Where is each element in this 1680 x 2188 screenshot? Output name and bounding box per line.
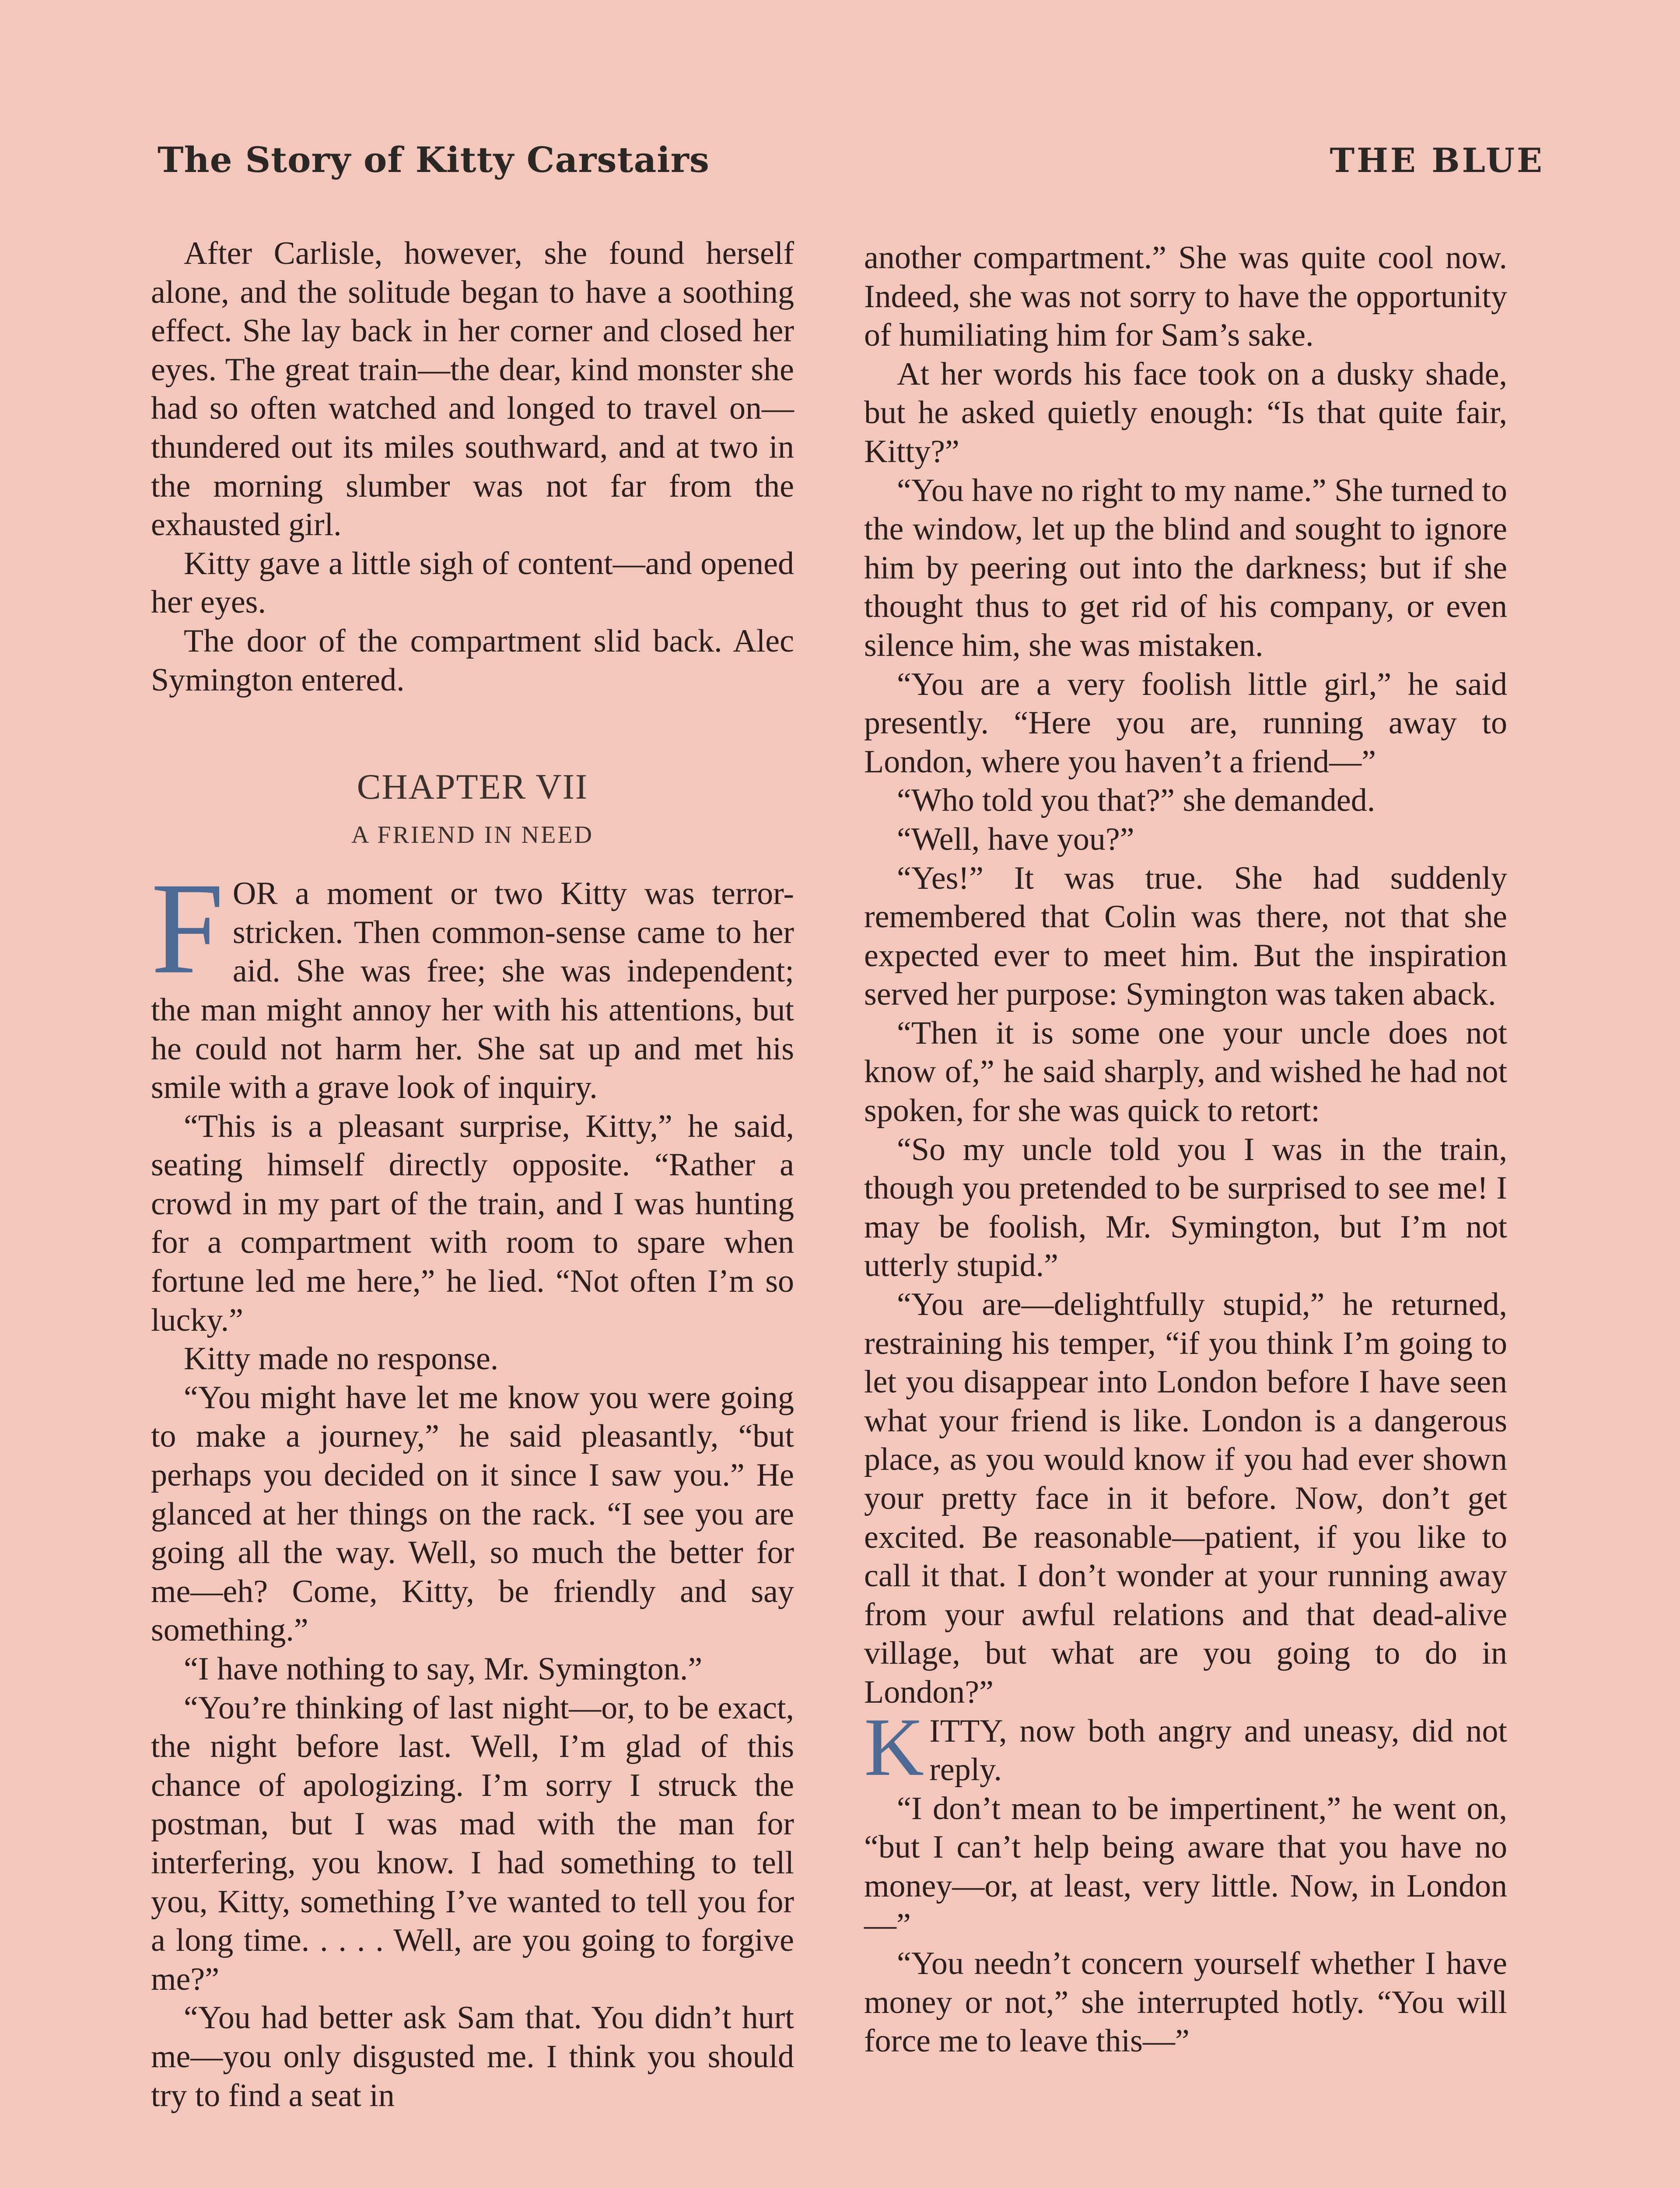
- running-head-magazine: THE BLUE: [1330, 141, 1544, 180]
- paragraph: “You have no right to my name.” She turned to the window, let up the blind and sought to ignore him by peering out into the darkness; but if she thought thus to get rid of his company, or even silence him, she was mistaken.: [864, 472, 1507, 663]
- left-column: [151, 234, 794, 2115]
- paragraph: “Well, have you?”: [897, 821, 1134, 857]
- paragraph: Kitty made no response.: [184, 1341, 499, 1377]
- chapter-heading: [151, 761, 794, 857]
- paragraph: The door of the compartment slid back. Alec Symington entered.: [151, 623, 794, 698]
- paragraph: “You are a very foolish little girl,” he said presently. “Here you are, running away to London, where you haven’t a friend—”: [864, 666, 1507, 780]
- paragraph: “You’re thinking of last night—or, to be exact, the night before last. Well, I’m glad of this chance of apologizing. I’m sorry I struck the postman, but I was mad with the man for interfering, you know. I had something to tell you, Kitty, something I’ve wanted to tell you for a long time. . . . . Well, are you going to forgive me?”: [151, 1690, 794, 1997]
- paragraph: “I have nothing to say, Mr. Symington.”: [184, 1651, 703, 1687]
- running-head-title: The Story of Kitty Carstairs: [158, 139, 710, 180]
- section-opening-paragraph: [864, 1701, 1507, 1793]
- drop-cap: F: [151, 856, 224, 1001]
- paragraph: “You had better ask Sam that. You didn’t hurt me—you only disgusted me. I think you should try to find a seat in: [151, 2000, 794, 2114]
- paragraph: “This is a pleasant surprise, Kitty,” he said, seating himself directly opposite. “Rather a crowd in my part of the train, and I was hunting for a compartment with room to spare when fortune led me here,” he lied. “Not often I’m so lucky.”: [151, 1108, 794, 1338]
- opening-paragraph-text: OR a moment or two Kitty was terror-stricken. Then common-sense came to her aid. She was free; she was independent; the man might annoy her with his attentions, but he could not harm her. She sat up and met his smile with a grave look of inquiry.: [151, 876, 794, 1106]
- chapter-subtitle: A FRIEND IN NEED: [351, 821, 594, 849]
- drop-cap: K: [864, 1701, 924, 1793]
- paragraph: “You might have let me know you were going to make a journey,” he said pleasantly, “but perhaps you decided on it since I saw you.” He glanced at her things on the rack. “I see you are going all the way. Well, so much the better for me—eh? Come, Kitty, be friendly and say something.”: [151, 1379, 794, 1648]
- right-column: [864, 238, 1507, 2061]
- chapter-title: CHAPTER VII: [357, 767, 588, 807]
- section-opening-text: ITTY, now both angry and uneasy, did not reply.: [929, 1713, 1507, 1788]
- paragraph: “You needn’t concern yourself whether I have money or not,” she interrupted hotly. “You will force me to leave this—”: [864, 1946, 1507, 2059]
- paragraph: “Yes!” It was true. She had suddenly remembered that Colin was there, not that she expected ever to meet him. But the inspiration served her purpose: Symington was taken aback.: [864, 860, 1507, 1013]
- paragraph-continued: another compartment.” She was quite cool now. Indeed, she was not sorry to have the opportunity of humiliating him for Sam’s sake.: [864, 240, 1507, 354]
- paragraph: Kitty gave a little sigh of content—and opened her eyes.: [151, 545, 794, 621]
- paragraph: “You are—delightfully stupid,” he returned, restraining his temper, “if you think I’m going to let you disappear into London before I have seen what your friend is like. London is a dangerous place, as you would know if you had ever shown your pretty face in it before. Now, don’t get excited. Be reasonable—patient, if you like to call it that. I don’t wonder at your running away from your awful relations and that dead-alive village, but what are you going to do in London?”: [864, 1287, 1507, 1710]
- paragraph: “Then it is some one your uncle does not know of,” he said sharply, and wished he had not spoken, for she was quick to retort:: [864, 1015, 1507, 1129]
- paragraph: At her words his face took on a dusky shade, but he asked quietly enough: “Is that quite fair, Kitty?”: [864, 356, 1507, 470]
- paragraph: After Carlisle, however, she found herself alone, and the solitude began to have a soothing effect. She lay back in her corner and closed her eyes. The great train—the dear, kind monster she had so often watched and longed to travel on—thundered out its miles southward, and at two in the morning slumber was not far from the exhausted girl.: [151, 235, 794, 543]
- paragraph: “Who told you that?” she demanded.: [897, 782, 1376, 819]
- paragraph: “I don’t mean to be impertinent,” he went on, “but I can’t help being aware that you have no money—or, at least, very little. Now, in London—”: [864, 1790, 1507, 1943]
- opening-paragraph: [151, 856, 794, 1107]
- paragraph: “So my uncle told you I was in the train, though you pretended to be surprised to see me! I may be foolish, Mr. Symington, but I’m not utterly stupid.”: [864, 1131, 1507, 1284]
